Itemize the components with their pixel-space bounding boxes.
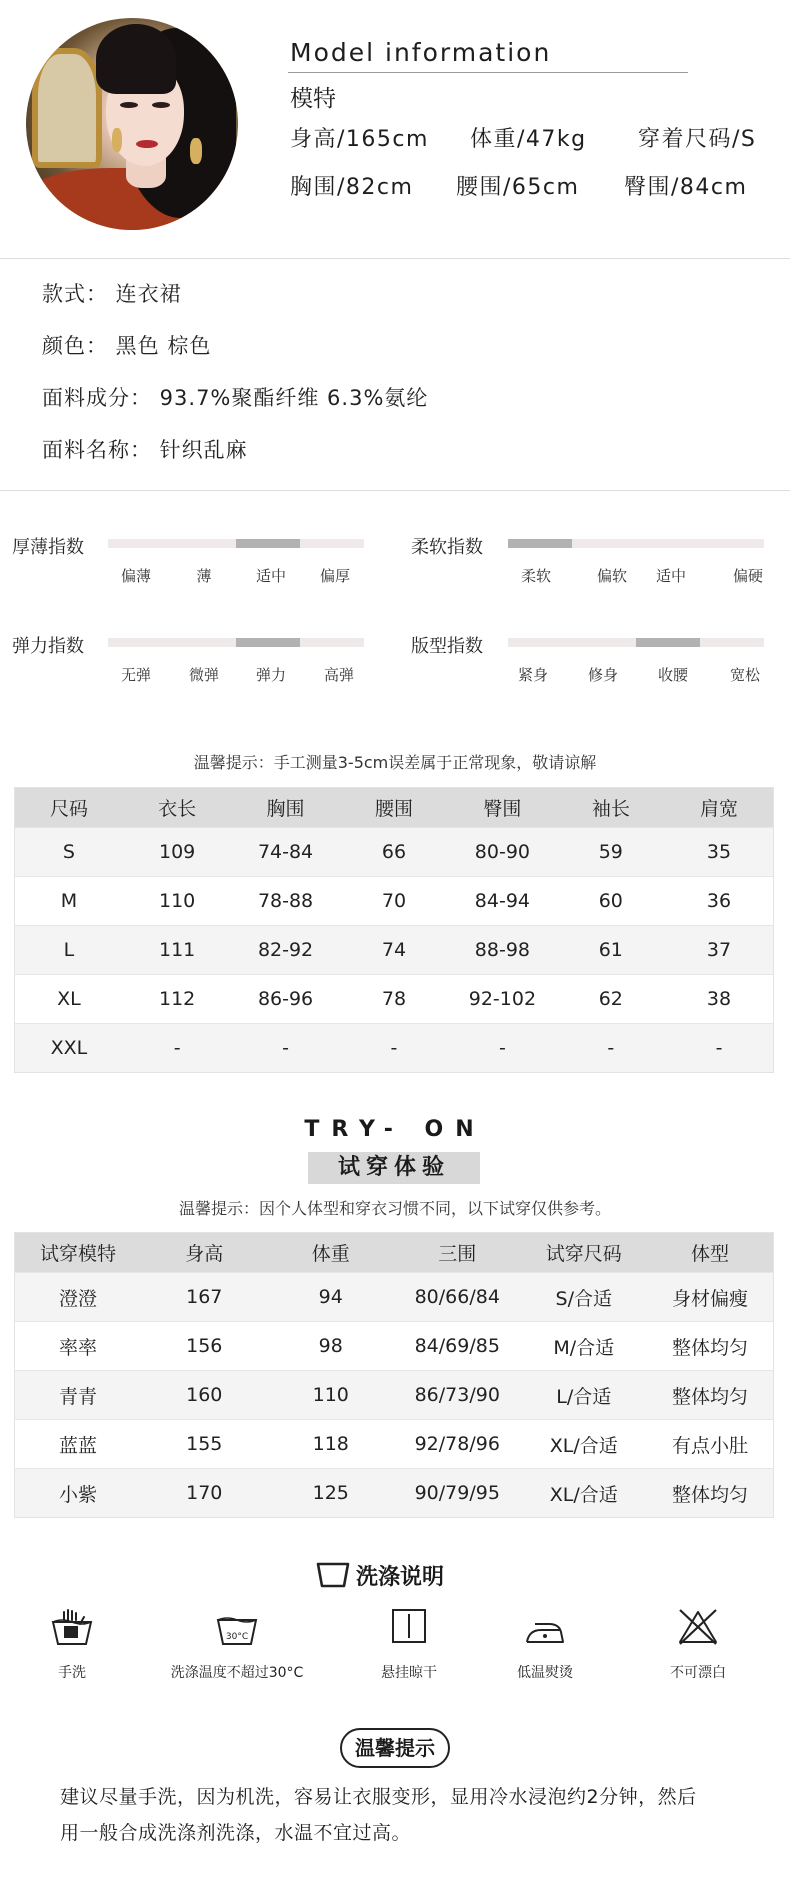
hang-dry-icon xyxy=(387,1606,431,1646)
table-header: 试穿模特 xyxy=(15,1233,142,1273)
index-level: 弹力 xyxy=(255,666,287,684)
index-track xyxy=(108,638,364,647)
model-hip: 臀围/84cm xyxy=(624,175,748,200)
table-cell: - xyxy=(557,1024,665,1073)
index-label: 版型指数 xyxy=(411,636,483,657)
wash-label: 洗涤温度不超过30°C xyxy=(170,1665,304,1681)
table-header: 袖长 xyxy=(557,788,665,828)
table-cell: XL xyxy=(15,975,123,1024)
table-cell: 80-90 xyxy=(448,828,556,877)
table-cell: 整体均匀 xyxy=(647,1469,774,1518)
table-cell: L/合适 xyxy=(521,1371,648,1420)
table-header: 体重 xyxy=(268,1233,395,1273)
table-cell: 37 xyxy=(665,926,773,975)
tip-line-2: 用一般合成洗涤剂洗涤，水温不宜过高。 xyxy=(60,1822,412,1844)
table-header: 肩宽 xyxy=(665,788,773,828)
table-row xyxy=(15,828,774,877)
table-cell: XL/合适 xyxy=(521,1469,648,1518)
table-cell: 125 xyxy=(268,1469,395,1518)
table-cell: 整体均匀 xyxy=(647,1322,774,1371)
index-track xyxy=(508,539,764,548)
tip-line-1: 建议尽量手洗，因为机洗，容易让衣服变形，显用冷水浸泡约2分钟，然后 xyxy=(60,1786,697,1808)
table-cell: 率率 xyxy=(15,1322,142,1371)
model-name: 模特 xyxy=(290,86,336,112)
table-cell: 74-84 xyxy=(231,828,339,877)
index-selected-segment xyxy=(236,539,300,548)
wash-label: 低温熨烫 xyxy=(517,1665,573,1681)
table-header: 三围 xyxy=(394,1233,521,1273)
wash-30c-icon xyxy=(215,1608,259,1648)
table-cell: 86/73/90 xyxy=(394,1371,521,1420)
table-cell: 青青 xyxy=(15,1371,142,1420)
index-level: 无弹 xyxy=(120,666,152,684)
table-row xyxy=(15,1024,774,1073)
index-level: 修身 xyxy=(587,666,619,684)
table-cell: S xyxy=(15,828,123,877)
info-fabric: 面料成分： 93.7%聚酯纤维 6.3%氨纶 xyxy=(42,386,429,410)
tryon-title: TRY- ON xyxy=(304,1117,486,1142)
index-level: 偏硬 xyxy=(732,567,764,585)
index-level: 薄 xyxy=(196,567,212,585)
table-cell: 90/79/95 xyxy=(394,1469,521,1518)
table-header: 尺码 xyxy=(15,788,123,828)
table-cell: 80/66/84 xyxy=(394,1273,521,1322)
table-cell: 92-102 xyxy=(448,975,556,1024)
index-selected-segment xyxy=(236,638,300,647)
index-label: 柔软指数 xyxy=(411,537,483,558)
table-row xyxy=(15,1273,774,1322)
table-cell: 70 xyxy=(340,877,448,926)
index-label: 弹力指数 xyxy=(12,636,84,657)
tryon-table xyxy=(14,1232,774,1518)
table-cell: 66 xyxy=(340,828,448,877)
hand-wash-icon xyxy=(50,1608,94,1648)
table-row xyxy=(15,1420,774,1469)
table-cell: 111 xyxy=(123,926,231,975)
table-cell: - xyxy=(340,1024,448,1073)
table-cell: 170 xyxy=(141,1469,268,1518)
index-level: 紧身 xyxy=(517,666,549,684)
table-cell: 98 xyxy=(268,1322,395,1371)
table-cell: - xyxy=(665,1024,773,1073)
tryon-subtitle: 试穿体验 xyxy=(308,1152,480,1184)
index-label: 厚薄指数 xyxy=(12,537,84,558)
index-level: 高弹 xyxy=(323,666,355,684)
table-row xyxy=(15,877,774,926)
table-header: 体型 xyxy=(647,1233,774,1273)
table-cell: 74 xyxy=(340,926,448,975)
low-iron-icon xyxy=(523,1610,567,1650)
table-cell: 160 xyxy=(141,1371,268,1420)
table-cell: M/合适 xyxy=(521,1322,648,1371)
table-row xyxy=(15,1371,774,1420)
table-cell: 167 xyxy=(141,1273,268,1322)
wash-30c-text: 30°C xyxy=(225,1632,249,1642)
model-avatar xyxy=(26,18,238,230)
size-note: 温馨提示：手工测量3-5cm误差属于正常现象，敬请谅解 xyxy=(193,753,597,772)
table-cell: XXL xyxy=(15,1024,123,1073)
washing-title: 洗涤说明 xyxy=(356,1565,445,1590)
table-cell: 110 xyxy=(123,877,231,926)
table-cell: 61 xyxy=(557,926,665,975)
table-cell: 112 xyxy=(123,975,231,1024)
table-row xyxy=(15,975,774,1024)
table-cell: 蓝蓝 xyxy=(15,1420,142,1469)
model-height: 身高/165cm xyxy=(290,127,429,152)
title-underline xyxy=(288,72,688,73)
table-cell: - xyxy=(123,1024,231,1073)
table-row xyxy=(15,926,774,975)
table-header: 试穿尺码 xyxy=(521,1233,648,1273)
table-cell: 整体均匀 xyxy=(647,1371,774,1420)
table-cell: 38 xyxy=(665,975,773,1024)
index-level: 收腰 xyxy=(657,666,689,684)
table-header-row xyxy=(15,788,774,828)
index-level: 适中 xyxy=(255,567,287,585)
model-information-section xyxy=(0,0,790,258)
table-cell: S/合适 xyxy=(521,1273,648,1322)
tip-title: 温馨提示 xyxy=(340,1728,450,1768)
tryon-note: 温馨提示：因个人体型和穿衣习惯不同，以下试穿仅供参考。 xyxy=(178,1199,611,1218)
wash-basin-icon xyxy=(316,1560,350,1590)
index-level: 偏软 xyxy=(596,567,628,585)
table-cell: 小紫 xyxy=(15,1469,142,1518)
table-cell: 118 xyxy=(268,1420,395,1469)
table-cell: 36 xyxy=(665,877,773,926)
table-header: 胸围 xyxy=(231,788,339,828)
table-cell: 84-94 xyxy=(448,877,556,926)
table-header-row xyxy=(15,1233,774,1273)
table-cell: 88-98 xyxy=(448,926,556,975)
table-cell: 84/69/85 xyxy=(394,1322,521,1371)
table-cell: - xyxy=(231,1024,339,1073)
info-fabric-name: 面料名称： 针织乱麻 xyxy=(42,438,248,462)
table-cell: M xyxy=(15,877,123,926)
table-cell: 澄澄 xyxy=(15,1273,142,1322)
index-level: 微弹 xyxy=(188,666,220,684)
wash-label: 手洗 xyxy=(58,1665,86,1681)
table-cell: 92/78/96 xyxy=(394,1420,521,1469)
model-waist: 腰围/65cm xyxy=(456,175,580,200)
info-color: 颜色： 黑色 棕色 xyxy=(42,334,212,358)
wash-label: 不可漂白 xyxy=(670,1665,726,1681)
model-info-title: Model information xyxy=(290,38,552,67)
info-style: 款式： 连衣裙 xyxy=(42,282,182,306)
divider xyxy=(0,490,790,491)
table-cell: 156 xyxy=(141,1322,268,1371)
index-selected-segment xyxy=(508,539,572,548)
table-row xyxy=(15,1322,774,1371)
model-weight: 体重/47kg xyxy=(470,127,587,152)
index-level: 偏厚 xyxy=(319,567,351,585)
table-header: 衣长 xyxy=(123,788,231,828)
index-track xyxy=(508,638,764,647)
table-cell: 78-88 xyxy=(231,877,339,926)
index-level: 偏薄 xyxy=(120,567,152,585)
index-level: 柔软 xyxy=(520,567,552,585)
table-cell: 有点小肚 xyxy=(647,1420,774,1469)
index-track xyxy=(108,539,364,548)
table-header: 身高 xyxy=(141,1233,268,1273)
wash-label: 悬挂晾干 xyxy=(381,1665,437,1681)
index-selected-segment xyxy=(636,638,700,647)
table-cell: 110 xyxy=(268,1371,395,1420)
table-cell: 155 xyxy=(141,1420,268,1469)
table-cell: 82-92 xyxy=(231,926,339,975)
table-cell: 35 xyxy=(665,828,773,877)
table-cell: 62 xyxy=(557,975,665,1024)
divider xyxy=(0,258,790,259)
table-cell: 78 xyxy=(340,975,448,1024)
table-cell: XL/合适 xyxy=(521,1420,648,1469)
size-table xyxy=(14,787,774,1073)
index-level: 适中 xyxy=(655,567,687,585)
table-cell: 60 xyxy=(557,877,665,926)
model-bust: 胸围/82cm xyxy=(290,175,414,200)
table-row xyxy=(15,1469,774,1518)
model-size: 穿着尺码/S xyxy=(638,127,757,152)
table-cell: 86-96 xyxy=(231,975,339,1024)
table-cell: L xyxy=(15,926,123,975)
table-header: 臀围 xyxy=(448,788,556,828)
table-cell: 身材偏瘦 xyxy=(647,1273,774,1322)
index-level: 宽松 xyxy=(729,666,761,684)
table-cell: - xyxy=(448,1024,556,1073)
no-bleach-icon xyxy=(676,1606,720,1646)
table-cell: 59 xyxy=(557,828,665,877)
table-header: 腰围 xyxy=(340,788,448,828)
table-cell: 109 xyxy=(123,828,231,877)
table-cell: 94 xyxy=(268,1273,395,1322)
